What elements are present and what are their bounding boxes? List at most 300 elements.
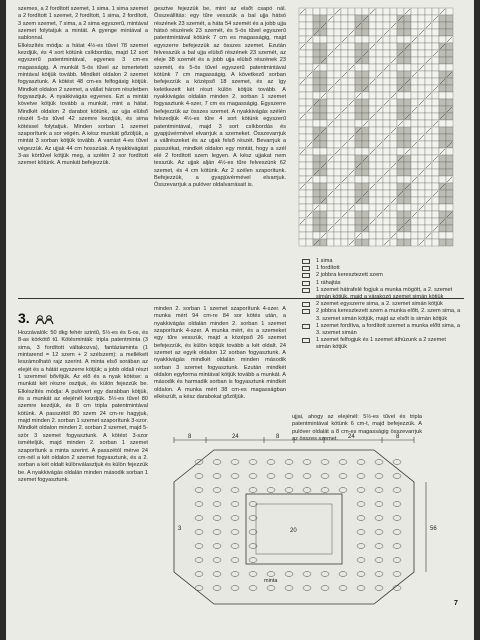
- legend-item: [302, 308, 462, 322]
- chart-cell: [299, 36, 306, 43]
- chart-cell: [306, 155, 313, 162]
- chart-cell: [397, 22, 404, 29]
- chart-cell: [299, 134, 306, 141]
- chart-cell: [376, 22, 383, 29]
- chart-cell: [439, 141, 446, 148]
- legend-text: 2 jobbra keresztezett szem: [316, 272, 383, 279]
- chart-cell: [418, 211, 425, 218]
- chart-cell: [348, 8, 355, 15]
- chart-cell: [411, 99, 418, 106]
- legend-text: 1 szemet hátrafelé fogjuk a munka mögött, a 2. szemet: [316, 286, 453, 293]
- chart-cell: [425, 120, 432, 127]
- chart-cell: [334, 99, 341, 106]
- chart-cell: [327, 43, 334, 50]
- chart-cell: [432, 204, 439, 211]
- chart-cell: [313, 120, 320, 127]
- chart-cell: [383, 71, 390, 78]
- chart-cell: [334, 155, 341, 162]
- chart-cell: [376, 43, 383, 50]
- chart-cell: [369, 22, 376, 29]
- chart-cell: [341, 232, 348, 239]
- chart-cell: [418, 190, 425, 197]
- chart-cell: [404, 22, 411, 29]
- chart-cell: [313, 50, 320, 57]
- chart-cell: [411, 92, 418, 99]
- chart-cell: [299, 225, 306, 232]
- chart-cell: [341, 204, 348, 211]
- chart-cell: [446, 218, 453, 225]
- stitch-symbol-icon: [302, 281, 310, 286]
- chart-cell: [404, 141, 411, 148]
- dim-label-3: 8: [276, 434, 280, 440]
- chart-cell: [390, 183, 397, 190]
- chart-cell: [369, 36, 376, 43]
- chart-cell: [341, 155, 348, 162]
- chart-cell: [348, 43, 355, 50]
- chart-cell: [439, 155, 446, 162]
- chart-cell: [327, 232, 334, 239]
- chart-cell: [418, 50, 425, 57]
- chart-cell: [355, 8, 362, 15]
- chart-cell: [432, 211, 439, 218]
- chart-cell: [432, 92, 439, 99]
- chart-cell: [418, 232, 425, 239]
- chart-cell: [355, 120, 362, 127]
- chart-cell: [425, 99, 432, 106]
- chart-cell: [376, 78, 383, 85]
- chart-cell: [446, 127, 453, 134]
- chart-cell: [348, 218, 355, 225]
- chart-cell: [411, 169, 418, 176]
- chart-cell: [376, 190, 383, 197]
- chart-cell: [446, 57, 453, 64]
- chart-cell: [355, 99, 362, 106]
- chart-cell: [383, 225, 390, 232]
- chart-cell: [432, 99, 439, 106]
- chart-cell: [299, 99, 306, 106]
- chart-cell: [446, 197, 453, 204]
- chart-cell: [411, 183, 418, 190]
- chart-cell: [418, 176, 425, 183]
- chart-cell: [306, 218, 313, 225]
- chart-cell: [341, 197, 348, 204]
- chart-cell: [299, 162, 306, 169]
- chart-cell: [355, 239, 362, 246]
- chart-cell: [446, 50, 453, 57]
- chart-cell: [369, 57, 376, 64]
- chart-cell: [425, 106, 432, 113]
- chart-cell: [348, 15, 355, 22]
- legend-item: [302, 272, 462, 279]
- chart-cell: [313, 85, 320, 92]
- chart-cell: [383, 127, 390, 134]
- chart-cell: [418, 148, 425, 155]
- chart-cell: [341, 29, 348, 36]
- chart-cell: [376, 120, 383, 127]
- legend-text: 1 sima: [316, 258, 333, 264]
- chart-cell: [425, 211, 432, 218]
- chart-cell: [355, 85, 362, 92]
- chart-cell: [327, 211, 334, 218]
- chart-cell: [376, 92, 383, 99]
- chart-cell: [390, 36, 397, 43]
- chart-cell: [397, 78, 404, 85]
- chart-cell: [446, 15, 453, 22]
- chart-cell: [439, 211, 446, 218]
- chart-cell: [341, 78, 348, 85]
- legend-text: 1 szemet fordítva, a fordított szemet a munka előtt sima, a 3. szemet simán: [316, 322, 460, 337]
- chart-cell: [362, 43, 369, 50]
- garment-outline: [174, 450, 414, 604]
- chart-cell: [418, 197, 425, 204]
- chart-cell: [383, 22, 390, 29]
- chart-cell: [390, 106, 397, 113]
- chart-cell: [439, 92, 446, 99]
- chart-cell: [397, 57, 404, 64]
- stitch-symbol-icon: [302, 266, 310, 271]
- chart-cell: [411, 134, 418, 141]
- chart-cell: [425, 8, 432, 15]
- chart-cell: [327, 176, 334, 183]
- chart-cell: [362, 183, 369, 190]
- chart-cell: [355, 36, 362, 43]
- dim-label-side: 56: [430, 526, 437, 532]
- chart-cell: [306, 183, 313, 190]
- chart-cell: [390, 204, 397, 211]
- chart-cell: [306, 29, 313, 36]
- chart-cell: [334, 197, 341, 204]
- chart-cell: [348, 197, 355, 204]
- chart-cell: [411, 113, 418, 120]
- chart-cell: [411, 218, 418, 225]
- chart-cell: [334, 204, 341, 211]
- chart-cell: [334, 50, 341, 57]
- chart-cell: [376, 15, 383, 22]
- chart-cell: [299, 239, 306, 246]
- chart-cell: [362, 113, 369, 120]
- chart-cell: [341, 134, 348, 141]
- legend-item: [302, 280, 462, 287]
- chart-cell: [411, 239, 418, 246]
- chart-cell: [376, 29, 383, 36]
- chart-cell: [369, 197, 376, 204]
- chart-cell: [362, 78, 369, 85]
- chart-cell: [355, 71, 362, 78]
- section-number: [18, 310, 56, 326]
- chart-cell: [334, 15, 341, 22]
- chart-cell: [418, 218, 425, 225]
- chart-cell: [397, 8, 404, 15]
- chart-cell: [369, 190, 376, 197]
- chart-cell: [383, 155, 390, 162]
- chart-cell: [397, 232, 404, 239]
- chart-cell: [411, 232, 418, 239]
- chart-cell: [320, 183, 327, 190]
- chart-cell: [362, 99, 369, 106]
- chart-cell: [355, 148, 362, 155]
- chart-cell: [390, 211, 397, 218]
- chart-cell: [320, 64, 327, 71]
- chart-cell: [299, 197, 306, 204]
- chart-cell: [404, 92, 411, 99]
- chart-cell: [348, 71, 355, 78]
- chart-cell: [341, 113, 348, 120]
- chart-cell: [397, 127, 404, 134]
- legend-text: 2 szemet egyszerre sima, a 2. szemet simán kötjük: [316, 301, 443, 308]
- chart-cell: [355, 155, 362, 162]
- chart-cell: [404, 99, 411, 106]
- paragraph-materials: Hozzávalók: 50 dkg fehér szintű, 5½-es és 6-os, és 8-as körkötő tű. Kötésminták: tripla patentminta (3 sima, 3 fordított váltakozva), fantáziaminta (1 mintarend = 12 szem + 2 szélszem): a mellékelt leszámolható rajz szerint. A minta első sorában az elejét és a hátát egyszerre kötjük; a jobb oldali részt 1 szemmel bővítjük. Az elő és a nyak kötése: a munkát két részre osztjuk, és külön fejezzük be. Elkészítés módja: A pulóvert egy darabban kötjük, és a munkát az elejénél kezdjük. 5½-es tűvel 80 szemre kezdjük, és 8 cm tripla patentmintával kötünk. A passzétól 80 szem 24 cm-re hagyjuk, majd minden 2. sorban 1 szemet szaporítunk 3-szor. Mindkét oldalon minden 2. sorban 2 szemet, majd 5-ször 3 szemet fogyasztunk. A kötést 3-szor ismételjük, majd minden 2. sorban 1 szemet szaporítunk a minta szerint. A passzétól mérve 24 cm-nél a két oldalon 2 szemet fogyasztunk, és a 2. sorban a két oldalt különválasztjuk és külön fejezzük be. A nyakkivágás oldalán minden második sorban 1 szemet fogyasztunk.: [18, 330, 148, 483]
- chart-cell: [432, 176, 439, 183]
- chart-cell: [383, 113, 390, 120]
- chart-cell: [383, 183, 390, 190]
- chart-cell: [439, 22, 446, 29]
- chart-cell: [334, 22, 341, 29]
- chart-cell: [348, 85, 355, 92]
- chart-cell: [341, 50, 348, 57]
- chart-cell: [362, 141, 369, 148]
- magazine-page: [6, 0, 474, 640]
- chart-cell: [376, 162, 383, 169]
- chart-cell: [334, 85, 341, 92]
- chart-cell: [355, 15, 362, 22]
- chart-cell: [383, 141, 390, 148]
- chart-cell: [348, 113, 355, 120]
- chart-cell: [446, 134, 453, 141]
- chart-cell: [439, 197, 446, 204]
- chart-cell: [313, 148, 320, 155]
- chart-cell: [404, 169, 411, 176]
- chart-cell: [362, 29, 369, 36]
- chart-cell: [439, 127, 446, 134]
- chart-cell: [341, 148, 348, 155]
- chart-cell: [397, 148, 404, 155]
- chart-cell: [334, 239, 341, 246]
- chart-cell: [390, 99, 397, 106]
- chart-cell: [383, 211, 390, 218]
- chart-cell: [306, 50, 313, 57]
- chart-cell: [411, 155, 418, 162]
- legend-item: [302, 287, 462, 301]
- chart-cell: [432, 169, 439, 176]
- chart-cell: [376, 183, 383, 190]
- chart-cell: [334, 64, 341, 71]
- legend-item: [302, 337, 462, 351]
- chart-cell: [404, 106, 411, 113]
- chart-cell: [397, 176, 404, 183]
- chart-cell: [341, 15, 348, 22]
- chart-cell: [439, 71, 446, 78]
- chart-cell: [397, 43, 404, 50]
- chart-cell: [404, 190, 411, 197]
- chart-cell: [320, 148, 327, 155]
- chart-cell: [369, 155, 376, 162]
- chart-cell: [404, 64, 411, 71]
- chart-cell: [334, 120, 341, 127]
- chart-cell: [425, 43, 432, 50]
- stitch-symbol-icon: [302, 309, 310, 314]
- chart-cell: [425, 239, 432, 246]
- legend-item: [302, 323, 462, 337]
- legend-text: 2 jobbra keresztezett szem a munka előtt, 2. szem sima, a 3. szemet simán kötjük, majd az elsőt is simán kötjük: [316, 308, 461, 322]
- chart-cell: [334, 169, 341, 176]
- chart-cell: [439, 134, 446, 141]
- chart-cell: [341, 85, 348, 92]
- chart-cell: [418, 141, 425, 148]
- chart-cell: [362, 197, 369, 204]
- chart-cell: [327, 99, 334, 106]
- chart-cell: [306, 232, 313, 239]
- chart-cell: [327, 57, 334, 64]
- chart-cell: [306, 239, 313, 246]
- chart-cell: [348, 36, 355, 43]
- chart-cell: [327, 127, 334, 134]
- chart-cell: [299, 29, 306, 36]
- chart-cell: [411, 225, 418, 232]
- section-number-text: 3.: [18, 310, 30, 326]
- chart-cell: [362, 92, 369, 99]
- chart-cell: [313, 57, 320, 64]
- chart-cell: [327, 218, 334, 225]
- chart-cell: [299, 64, 306, 71]
- chart-cell: [439, 85, 446, 92]
- chart-cell: [397, 64, 404, 71]
- chart-cell: [341, 43, 348, 50]
- chart-cell: [411, 8, 418, 15]
- chart-cell: [390, 71, 397, 78]
- chart-cell: [306, 225, 313, 232]
- chart-cell: [411, 127, 418, 134]
- chart-cell: [313, 183, 320, 190]
- chart-cell: [376, 148, 383, 155]
- chart-cell: [327, 162, 334, 169]
- legend-text: 1 szemet felfogjuk és 1 szemet áthúzunk a 2 szemet simán kötjük: [316, 337, 446, 351]
- chart-cell: [411, 204, 418, 211]
- chart-cell: [334, 190, 341, 197]
- chart-cell: [439, 225, 446, 232]
- chart-cell: [404, 85, 411, 92]
- chart-cell: [313, 8, 320, 15]
- chart-cell: [390, 78, 397, 85]
- chart-cell: [320, 155, 327, 162]
- chart-cell: [306, 190, 313, 197]
- chart-cell: [376, 239, 383, 246]
- chart-cell: [362, 218, 369, 225]
- chart-cell: [355, 64, 362, 71]
- chart-cell: [432, 141, 439, 148]
- chart-cell: [355, 106, 362, 113]
- chart-cell: [369, 15, 376, 22]
- chart-cell: [334, 211, 341, 218]
- chart-cell: [313, 225, 320, 232]
- chart-cell: [306, 15, 313, 22]
- chart-cell: [334, 92, 341, 99]
- chart-cell: [362, 127, 369, 134]
- legend-text: 1 fordított: [316, 265, 340, 272]
- chart-cell: [439, 190, 446, 197]
- chart-cell: [362, 22, 369, 29]
- chart-cell: [446, 85, 453, 92]
- paragraph-intro: szemes, a 2 fordított szemet, 1 sima. 1 sima szemet a 2 fordított 1 szemet, 2 fordított, 1 sima, 2 fordított, 3 szem szemet, 7 sima, a 2 sima egyszerű, mintával szemet folytatjuk a mintát. A gyenge mintával a sablonnal.: [18, 6, 148, 42]
- chart-cell: [320, 106, 327, 113]
- chart-cell: [327, 71, 334, 78]
- chart-cell: [446, 29, 453, 36]
- chart-cell: [411, 190, 418, 197]
- chart-cell: [313, 141, 320, 148]
- chart-cell: [320, 71, 327, 78]
- chart-cell: [348, 92, 355, 99]
- chart-cell: [404, 225, 411, 232]
- chart-cell: [299, 106, 306, 113]
- chart-cell: [299, 71, 306, 78]
- chart-cell: [390, 43, 397, 50]
- chart-cell: [341, 183, 348, 190]
- paragraph-instructions: Elkészítés módja: a hátat 4½-es tűvel 78 szemet kezdjük, és 4 sort kötünk csíkbordás, majd 12 sort egyszerű patentmintával, egyenes 3 cm-es magasságig. A munkát 5-ös tűvel az ismertetett mintával kötjük tovább. Mindkét oldalon 2 szemet fogyasztunk. A kötést 48 cm-es felfogásig kötjük. Mindkét oldalon 2 szemet, a vállat három részletben fogyasztjuk. A nyakkivágás egyenes. Ezt a mintát követve kötjük tovább a munkát, mint a hátat. Mindkét oldalon 2 darabot kötünk, az ujja elülső részét 5-ös tűvel 42 szemre kezdjük, és sima kötéssel folytatjuk. Minden sorban 1 szemet szaporítunk a sor végén. A kész munkát gőzöljük, a mintát 3 sorban kötjük tovább. A varrást 4-es tűvel végezzük. Az ujjak 44 cm hosszúak. A nyakkivágást 3-as körtűvel kötjük meg, a szélén 2 sor fordított szemet kötünk. A munkát befejezzük.: [18, 42, 148, 167]
- chart-cell: [376, 155, 383, 162]
- chart-cell: [327, 29, 334, 36]
- chart-cell: [369, 169, 376, 176]
- chart-cell: [320, 218, 327, 225]
- chart-cell: [306, 113, 313, 120]
- chart-cell: [397, 99, 404, 106]
- chart-cell: [355, 169, 362, 176]
- chart-cell: [362, 148, 369, 155]
- chart-cell: [439, 36, 446, 43]
- chart-cell: [369, 134, 376, 141]
- chart-cell: [432, 134, 439, 141]
- chart-cell: [313, 190, 320, 197]
- chart-cell: [334, 134, 341, 141]
- chart-cell: [411, 29, 418, 36]
- chart-cell: [306, 78, 313, 85]
- chart-cell: [341, 239, 348, 246]
- chart-cell: [348, 148, 355, 155]
- chart-cell: [411, 15, 418, 22]
- chart-cell: [404, 155, 411, 162]
- chart-cell: [446, 99, 453, 106]
- chart-cell: [432, 239, 439, 246]
- chart-cell: [390, 50, 397, 57]
- chart-cell: [299, 57, 306, 64]
- chart-cell: [425, 64, 432, 71]
- chart-cell: [390, 218, 397, 225]
- chart-cell: [425, 190, 432, 197]
- chart-cell: [446, 239, 453, 246]
- chart-cell: [432, 57, 439, 64]
- chart-cell: [376, 225, 383, 232]
- chart-cell: [320, 190, 327, 197]
- chart-cell: [411, 120, 418, 127]
- chart-cell: [446, 78, 453, 85]
- chart-cell: [383, 92, 390, 99]
- chart-cell: [439, 120, 446, 127]
- chart-cell: [418, 8, 425, 15]
- chart-cell: [425, 71, 432, 78]
- chart-cell: [306, 22, 313, 29]
- chart-cell: [446, 155, 453, 162]
- chart-cell: [432, 113, 439, 120]
- chart-cell: [376, 50, 383, 57]
- chart-cell: [355, 29, 362, 36]
- chart-cell: [341, 190, 348, 197]
- chart-cell: [418, 162, 425, 169]
- chart-cell: [425, 148, 432, 155]
- paragraph-continuation: minden 2. sorban 1 szemet szaporítunk 4-szer. A munka mért 94 cm-re 84 sor kötés után, a nyakkivágás oldalán minden 2. sorban 1 szemet szaporítunk 4-szer. A munka mért, és a szemeket egy tűre vesszük, majd a középső 26 szemet befejezzük, és külön kötjük tovább a két oldalt. 24 szemet az egyik oldalon 12 sorban fogyasztunk. A nyakkivágás mindkét oldalán minden második sorban 3 szemet fogyasztunk. Ezután mindkét oldalon egyforma mintával kötjük tovább a munkát. A második és harmadik sorban is fogyasztunk mindkét oldalon. A munka mért 38 cm-es magasságban elkészült, a kész darabokat gőzöljük.: [154, 306, 286, 401]
- chart-cell: [446, 92, 453, 99]
- chart-cell: [383, 78, 390, 85]
- chart-cell: [306, 8, 313, 15]
- chart-cell: [369, 127, 376, 134]
